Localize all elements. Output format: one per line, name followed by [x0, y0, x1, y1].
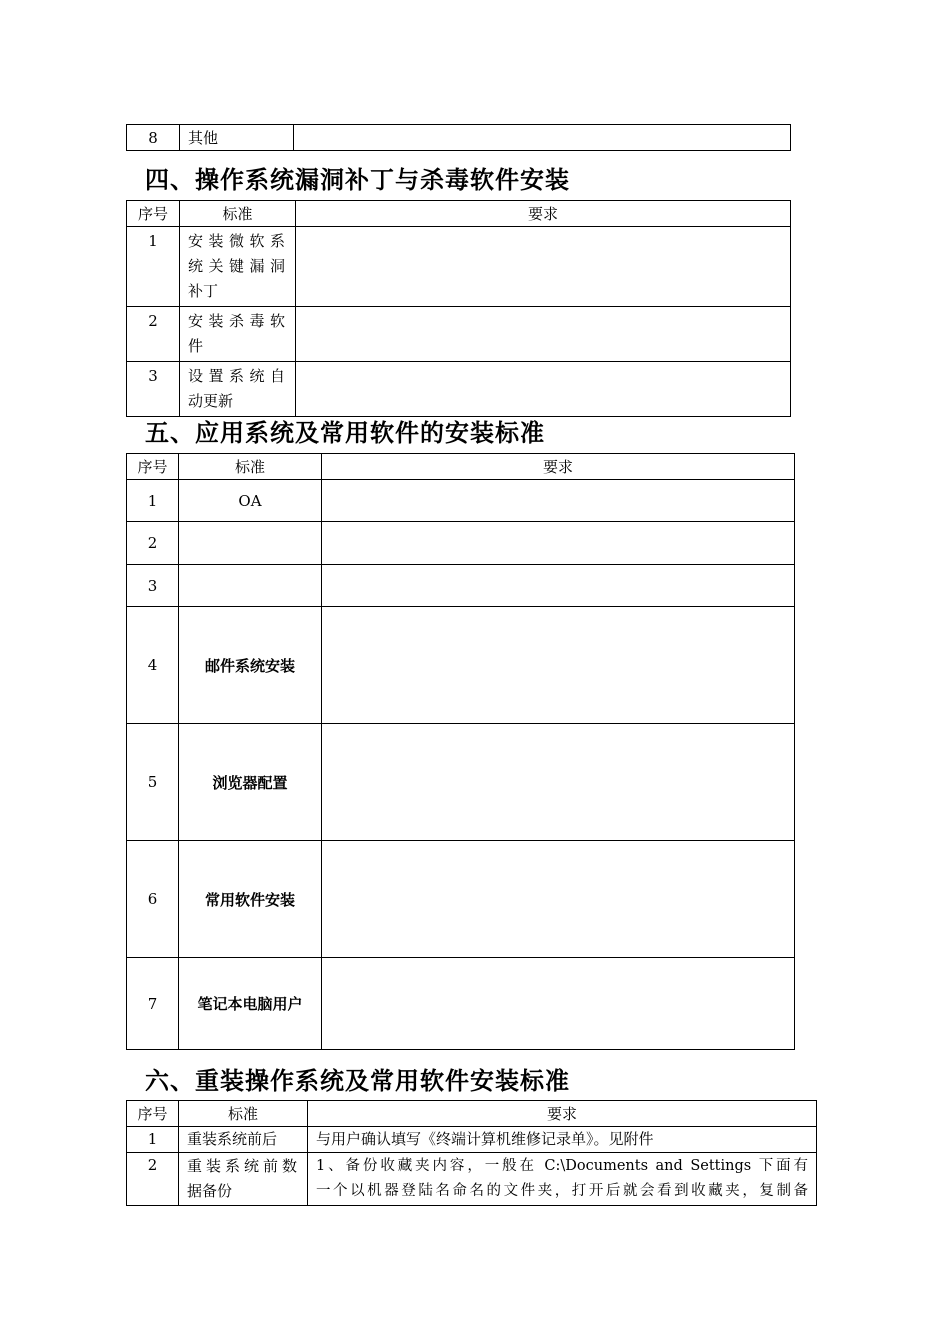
col-header-standard: 标准 [179, 1101, 308, 1127]
standard-line: 补丁 [188, 282, 219, 300]
row-requirement [322, 480, 795, 522]
row-requirement [322, 607, 795, 724]
row-number: 2 [127, 307, 180, 362]
standard-line: 动更新 [188, 392, 234, 410]
standard-line: 统关键漏洞 [188, 257, 287, 275]
table-row [127, 307, 791, 362]
requirement-line: 1、备份收藏夹内容，一般在 C:\Documents and Settings 下面有 [316, 1158, 808, 1174]
section5-table [126, 453, 795, 1050]
row-number: 6 [127, 841, 179, 958]
standard-line: 设置系统自 [188, 367, 287, 385]
row-requirement [296, 227, 791, 307]
row-standard [179, 1153, 308, 1206]
section6-title: 六、重装操作系统及常用软件安装标准 [145, 1067, 570, 1095]
requirement-line: 一个以机器登陆名命名的文件夹，打开后就会看到收藏夹，复制备 [316, 1183, 808, 1199]
row-standard: 邮件系统安装 [179, 607, 322, 724]
col-header-requirement: 要求 [308, 1101, 817, 1127]
col-header-standard: 标准 [180, 201, 296, 227]
row-requirement [296, 362, 791, 417]
section4-table [126, 200, 791, 417]
standard-line: 件 [188, 337, 204, 355]
standard-line: 据备份 [187, 1182, 233, 1200]
table-row [127, 724, 795, 841]
row-standard [179, 522, 322, 565]
table-row [127, 958, 795, 1050]
row-requirement [322, 522, 795, 565]
row-number: 2 [127, 1153, 179, 1206]
table-row [127, 480, 795, 522]
row-requirement [296, 307, 791, 362]
section5-title: 五、应用系统及常用软件的安装标准 [145, 419, 545, 447]
row-number: 3 [127, 565, 179, 607]
row-number: 1 [127, 227, 180, 307]
table-row [127, 125, 791, 151]
row-standard: 重装系统前后 [179, 1127, 308, 1153]
standard-line: 安装杀毒软 [188, 312, 287, 330]
row-requirement [322, 958, 795, 1050]
row-number: 3 [127, 362, 180, 417]
table-header-row [127, 201, 791, 227]
table-header-row [127, 454, 795, 480]
row-requirement: 与用户确认填写《终端计算机维修记录单》。见附件 [308, 1127, 817, 1153]
table-row [127, 227, 791, 307]
standard-line: 安装微软系 [188, 232, 287, 250]
table-row [127, 1153, 817, 1206]
row-standard [180, 362, 296, 417]
standard-line: 重装系统前数 [187, 1157, 299, 1175]
row-standard [179, 565, 322, 607]
row-requirement [322, 724, 795, 841]
section4-title: 四、操作系统漏洞补丁与杀毒软件安装 [145, 166, 570, 194]
table-row [127, 607, 795, 724]
row-number: 2 [127, 522, 179, 565]
section6-table [126, 1100, 817, 1206]
table-header-row [127, 1101, 817, 1127]
row-standard [180, 307, 296, 362]
col-header-requirement: 要求 [322, 454, 795, 480]
col-header-standard: 标准 [179, 454, 322, 480]
row-requirement [322, 565, 795, 607]
row-requirement [308, 1153, 817, 1206]
table-row [127, 565, 795, 607]
row-requirement [322, 841, 795, 958]
row-number: 5 [127, 724, 179, 841]
row-standard: 常用软件安装 [179, 841, 322, 958]
row-number: 1 [127, 1127, 179, 1153]
row-requirement [294, 125, 791, 151]
row-number: 1 [127, 480, 179, 522]
col-header-num: 序号 [127, 201, 180, 227]
row-number: 4 [127, 607, 179, 724]
row-standard: 其他 [180, 125, 294, 151]
table-row [127, 362, 791, 417]
col-header-num: 序号 [127, 1101, 179, 1127]
row-standard: 笔记本电脑用户 [179, 958, 322, 1050]
row-standard [180, 227, 296, 307]
table-row [127, 522, 795, 565]
col-header-num: 序号 [127, 454, 179, 480]
col-header-requirement: 要求 [296, 201, 791, 227]
row-number: 7 [127, 958, 179, 1050]
row-standard: 浏览器配置 [179, 724, 322, 841]
row-number: 8 [127, 125, 180, 151]
table3-tail [126, 124, 791, 151]
row-standard: OA [179, 480, 322, 522]
table-row [127, 841, 795, 958]
table-row [127, 1127, 817, 1153]
